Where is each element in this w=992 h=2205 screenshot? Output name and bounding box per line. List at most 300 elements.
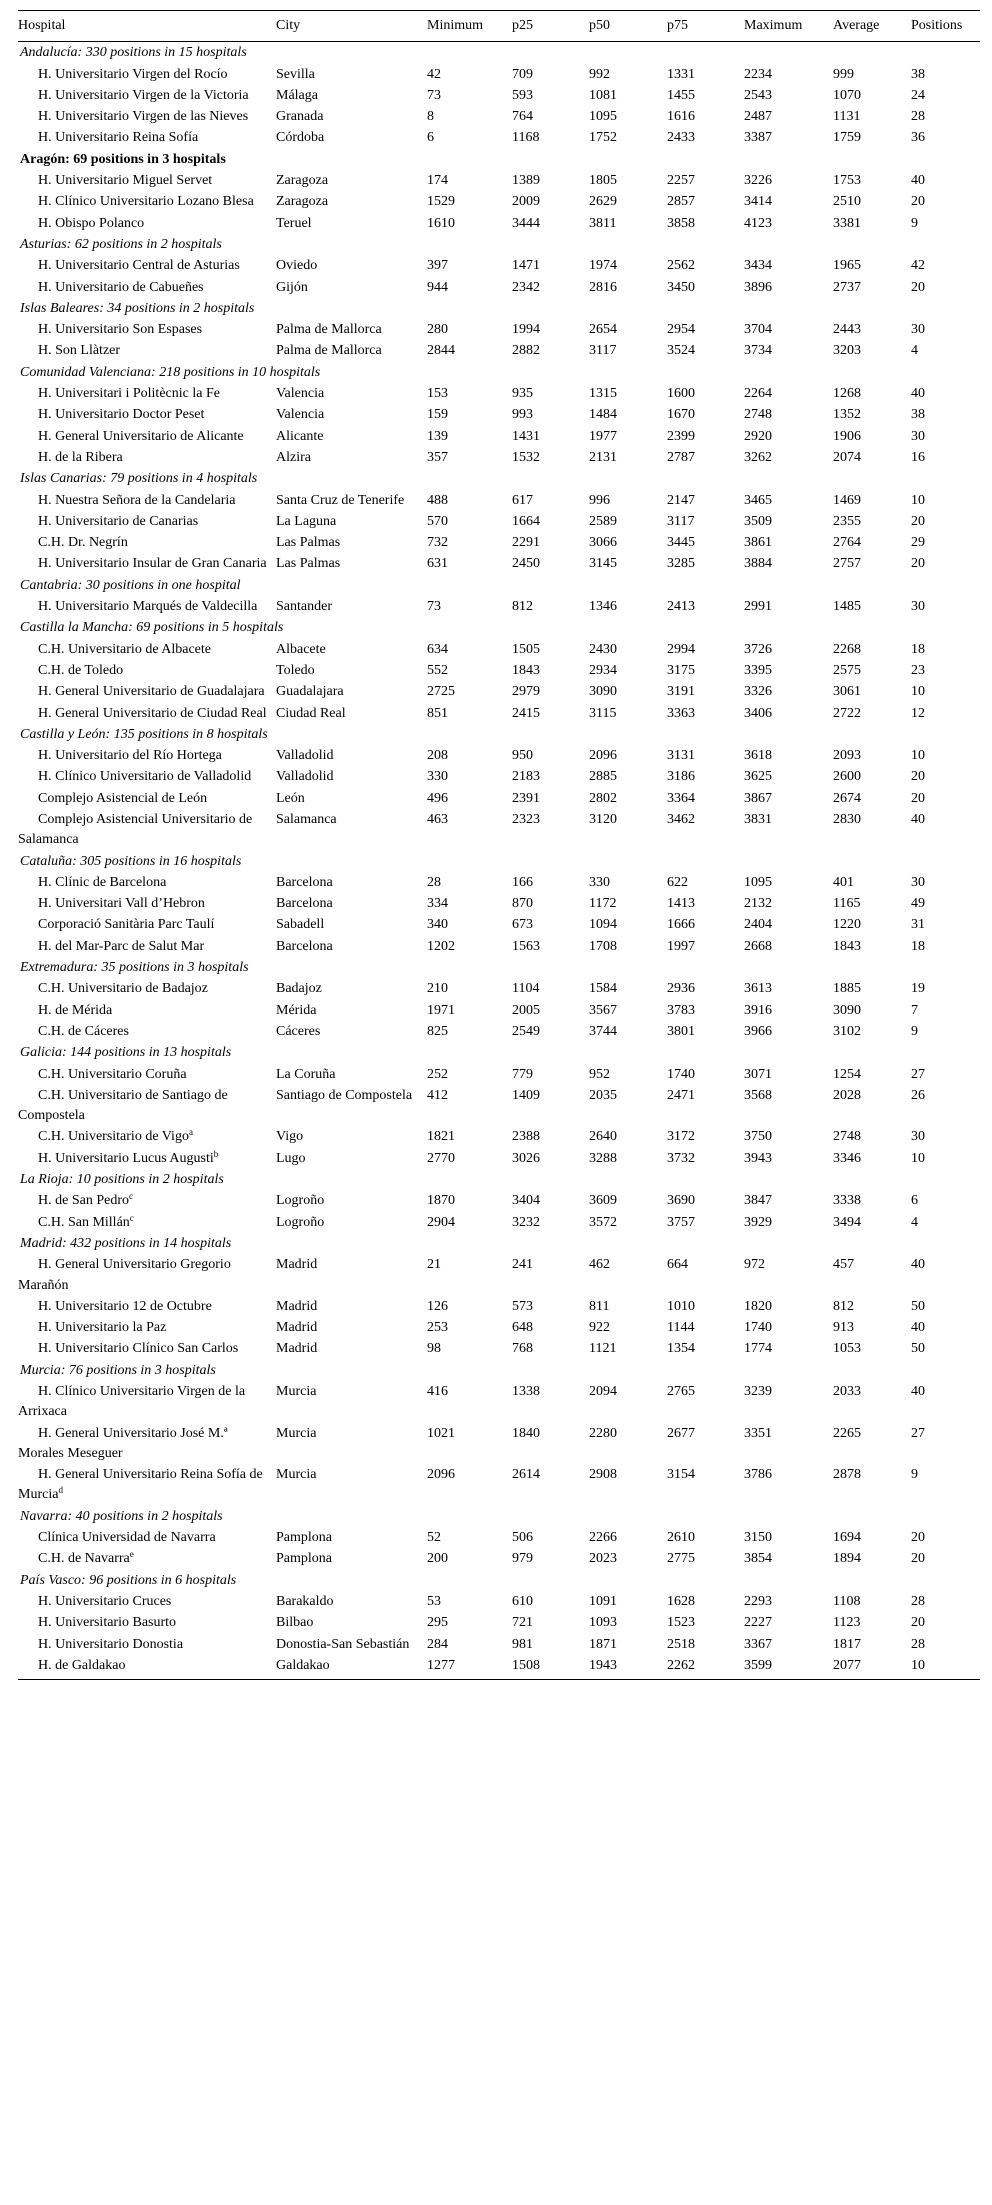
cell-positions: 9: [911, 215, 918, 231]
cell-average: 3061: [833, 684, 861, 700]
cell-p25: 950: [512, 748, 533, 764]
cell-maximum: 3847: [744, 1193, 772, 1209]
cell-city: Murcia: [276, 1384, 317, 1399]
cell-positions: 30: [911, 322, 925, 338]
cell-positions: 4: [911, 343, 918, 359]
cell-maximum: 3262: [744, 449, 772, 465]
hospital-name: H. Clínic de Barcelona: [38, 874, 167, 890]
cell-maximum: 3071: [744, 1066, 772, 1082]
header-p25: p25: [512, 11, 589, 42]
table-row: [18, 745, 980, 766]
cell-minimum: 732: [427, 535, 448, 551]
table-row: [18, 213, 980, 234]
cell-average: 1759: [833, 130, 861, 146]
region-header-row: [18, 575, 980, 596]
cell-minimum: 159: [427, 407, 448, 423]
hospital-name: Clínica Universidad de Navarra: [38, 1530, 216, 1546]
cell-p50: 1346: [589, 599, 617, 615]
hospital-name: H. Universitario Virgen de las Nieves: [38, 109, 249, 125]
cell-hospital: [18, 788, 276, 809]
cell-city: Barakaldo: [276, 1593, 334, 1609]
cell-p50: 1484: [589, 407, 617, 423]
cell-p75: 1144: [667, 1320, 695, 1336]
hospital-name: H. Universitario Doctor Peset: [38, 407, 205, 423]
cell-average: 2028: [833, 1087, 861, 1103]
cell-positions: 7: [911, 1002, 918, 1018]
cell-maximum: 3726: [744, 641, 772, 657]
cell-city: Mérida: [276, 1002, 317, 1018]
cell-hospital: [18, 1126, 276, 1147]
cell-hospital: [18, 936, 276, 957]
cell-positions: 28: [911, 1593, 925, 1609]
cell-p50: 1871: [589, 1636, 617, 1652]
cell-city: Valencia: [276, 386, 325, 402]
cell-city: Pamplona: [276, 1551, 332, 1567]
cell-positions: 50: [911, 1341, 925, 1357]
cell-maximum: 1774: [744, 1341, 772, 1357]
cell-minimum: 634: [427, 641, 448, 657]
cell-p50: 3090: [589, 684, 617, 700]
cell-average: 2674: [833, 790, 861, 806]
cell-p25: 617: [512, 492, 533, 508]
cell-positions: 49: [911, 896, 925, 912]
cell-minimum: 463: [427, 811, 448, 827]
cell-p50: 3567: [589, 1002, 617, 1018]
cell-city: Murcia: [276, 1425, 317, 1441]
cell-p75: 2857: [667, 194, 695, 210]
table-row: [18, 1126, 980, 1147]
hospital-table-container: [18, 10, 980, 1680]
cell-p25: 1532: [512, 449, 540, 465]
cell-city: Gijón: [276, 279, 308, 295]
cell-minimum: 8: [427, 109, 434, 125]
cell-hospital: [18, 1296, 276, 1317]
cell-minimum: 53: [427, 1593, 441, 1609]
table-row: [18, 404, 980, 425]
cell-p75: 3172: [667, 1129, 695, 1145]
cell-p50: 2816: [589, 279, 617, 295]
cell-maximum: 3966: [744, 1023, 772, 1039]
cell-positions: 20: [911, 513, 925, 529]
cell-hospital: [18, 170, 276, 191]
cell-positions: 4: [911, 1214, 918, 1230]
cell-p25: 2388: [512, 1129, 540, 1145]
cell-positions: 6: [911, 1193, 918, 1209]
cell-p50: 3811: [589, 215, 617, 231]
cell-p25: 2614: [512, 1467, 540, 1483]
cell-minimum: 2904: [427, 1214, 455, 1230]
hospital-name: C.H. Universitario de Badajoz: [38, 981, 208, 997]
hospital-name: C.H. Universitario Coruña: [38, 1066, 187, 1082]
table-row: [18, 64, 980, 85]
cell-p75: 2765: [667, 1384, 695, 1399]
cell-minimum: 6: [427, 130, 434, 146]
cell-p75: 3450: [667, 279, 695, 295]
hospital-name: H. Universitario Lucus Augusti: [38, 1150, 214, 1166]
cell-p50: 2430: [589, 641, 617, 657]
cell-p50: 3572: [589, 1214, 617, 1230]
cell-average: 1123: [833, 1615, 861, 1631]
cell-city: Bilbao: [276, 1615, 314, 1631]
region-title: Galicia: 144 positions in 13 hospitals: [20, 1045, 232, 1061]
cell-positions: 10: [911, 1655, 980, 1680]
cell-p75: 3186: [667, 769, 695, 785]
cell-hospital: [18, 1064, 276, 1085]
cell-p75: 664: [667, 1257, 688, 1273]
header-maximum: Maximum: [744, 11, 833, 42]
cell-p50: 2802: [589, 790, 617, 806]
cell-hospital: [18, 277, 276, 298]
cell-hospital: [18, 127, 276, 148]
cell-positions: 40: [911, 173, 925, 189]
cell-p75: 3445: [667, 535, 695, 551]
cell-positions: 16: [911, 449, 925, 465]
table-row: [18, 553, 980, 574]
cell-p50: 3609: [589, 1193, 617, 1209]
cell-p50: 2096: [589, 748, 617, 764]
header-p75: p75: [667, 11, 744, 42]
hospital-name: H. Son Llàtzer: [38, 343, 121, 359]
hospital-name: H. Universitario Miguel Servet: [38, 173, 213, 189]
cell-hospital: [18, 1212, 276, 1233]
hospital-name: H. Universitario Cruces: [38, 1593, 172, 1609]
cell-p50: 2885: [589, 769, 617, 785]
cell-minimum: 2770: [427, 1150, 455, 1166]
cell-hospital: [18, 745, 276, 766]
hospital-name: H. Universitari Vall d’Hebron: [38, 896, 205, 912]
cell-maximum: 2264: [744, 386, 772, 402]
cell-city: Málaga: [276, 87, 318, 103]
cell-maximum: 3618: [744, 748, 772, 764]
cell-p50: 3115: [589, 705, 617, 721]
cell-minimum: 1277: [427, 1655, 512, 1680]
cell-p50: 1094: [589, 917, 617, 933]
table-row: [18, 1254, 980, 1296]
cell-maximum: 3884: [744, 556, 772, 572]
hospital-name: H. Universitario Reina Sofía: [38, 130, 199, 146]
cell-p50: 1315: [589, 386, 617, 402]
cell-hospital: [18, 511, 276, 532]
cell-minimum: 944: [427, 279, 448, 295]
table-header-row: [18, 11, 980, 42]
cell-average: 2077: [833, 1655, 911, 1680]
cell-p75: 2518: [667, 1636, 695, 1652]
cell-average: 2764: [833, 535, 861, 551]
cell-city: Sabadell: [276, 917, 325, 933]
cell-p50: 2654: [589, 322, 617, 338]
cell-positions: 20: [911, 279, 925, 295]
cell-average: 1220: [833, 917, 861, 933]
region-header-row: [18, 1570, 980, 1591]
cell-average: 1965: [833, 258, 861, 274]
cell-average: 2878: [833, 1467, 861, 1483]
cell-minimum: 252: [427, 1066, 448, 1082]
hospital-name: H. General Universitario de Ciudad Real: [38, 705, 267, 721]
hospital-name: H. Universitario Clínico San Carlos: [38, 1341, 239, 1357]
cell-p50: 2035: [589, 1087, 617, 1103]
hospital-name: H. Universitario Virgen del Rocío: [38, 66, 228, 82]
hospital-name: H. Universitario Marqués de Valdecilla: [38, 599, 258, 615]
cell-positions: 40: [911, 811, 925, 827]
cell-maximum: 3568: [744, 1087, 772, 1103]
cell-hospital: [18, 1655, 276, 1680]
cell-p25: 981: [512, 1636, 533, 1652]
cell-maximum: 3367: [744, 1636, 772, 1652]
cell-p50: 992: [589, 66, 610, 82]
cell-hospital: [18, 383, 276, 404]
table-row: [18, 319, 980, 340]
cell-average: 1894: [833, 1551, 861, 1567]
hospital-name: H. Universitario del Río Hortega: [38, 748, 222, 764]
cell-p50: 1805: [589, 173, 617, 189]
cell-city: Barcelona: [276, 938, 333, 954]
hospital-name: H. General Universitario Reina Sofía de Murcia: [18, 1467, 263, 1503]
cell-hospital: [18, 766, 276, 787]
hospital-name: C.H. San Millán: [38, 1214, 130, 1230]
cell-minimum: 295: [427, 1615, 448, 1631]
cell-p75: 3191: [667, 684, 695, 700]
cell-maximum: 2920: [744, 428, 772, 444]
cell-maximum: 3625: [744, 769, 772, 785]
cell-average: 913: [833, 1320, 854, 1336]
cell-minimum: 1021: [427, 1425, 455, 1441]
table-row: [18, 681, 980, 702]
table-row: [18, 1612, 980, 1633]
cell-positions: 28: [911, 109, 925, 125]
cell-p75: 2413: [667, 599, 695, 615]
cell-hospital: [18, 404, 276, 425]
cell-city: Madrid: [276, 1341, 318, 1357]
table-row: [18, 596, 980, 617]
cell-p25: 2549: [512, 1023, 540, 1039]
cell-p50: 3066: [589, 535, 617, 551]
region-title: Madrid: 432 positions in 14 hospitals: [20, 1235, 232, 1251]
cell-p75: 3154: [667, 1467, 695, 1483]
cell-p75: 1523: [667, 1615, 695, 1631]
cell-p75: 3117: [667, 513, 695, 529]
cell-positions: 26: [911, 1087, 925, 1103]
cell-city: La Coruña: [276, 1066, 336, 1082]
cell-hospital: [18, 106, 276, 127]
footnote-marker: a: [188, 1127, 193, 1138]
table-row: [18, 1296, 980, 1317]
cell-p25: 2183: [512, 769, 540, 785]
cell-hospital: [18, 1317, 276, 1338]
cell-hospital: [18, 1464, 276, 1506]
hospital-name: C.H. Universitario de Vigo: [38, 1129, 189, 1145]
cell-p25: 1338: [512, 1384, 540, 1399]
region-header-row: [18, 1169, 980, 1190]
cell-minimum: 334: [427, 896, 448, 912]
cell-positions: 10: [911, 1150, 925, 1166]
table-row: [18, 809, 980, 851]
cell-average: 2510: [833, 194, 861, 210]
cell-average: 2722: [833, 705, 861, 721]
cell-minimum: 52: [427, 1530, 441, 1546]
cell-p25: 1409: [512, 1087, 540, 1103]
cell-average: 1469: [833, 492, 861, 508]
cell-city: Córdoba: [276, 130, 325, 146]
cell-p75: 1616: [667, 109, 695, 125]
cell-maximum: 3395: [744, 662, 772, 678]
cell-positions: 40: [911, 1320, 925, 1336]
cell-positions: 36: [911, 130, 925, 146]
cell-minimum: 1610: [427, 215, 455, 231]
cell-average: 1108: [833, 1593, 861, 1609]
cell-minimum: 412: [427, 1087, 448, 1103]
cell-minimum: 73: [427, 599, 441, 615]
cell-maximum: 3943: [744, 1150, 772, 1166]
cell-p50: 1093: [589, 1615, 617, 1631]
cell-positions: 40: [911, 1257, 925, 1273]
header-positions: Positions: [911, 11, 980, 42]
cell-p25: 241: [512, 1257, 533, 1273]
cell-p75: 2257: [667, 173, 695, 189]
cell-average: 1165: [833, 896, 861, 912]
cell-p75: 2399: [667, 428, 695, 444]
cell-positions: 28: [911, 1636, 925, 1652]
cell-maximum: 3854: [744, 1551, 772, 1567]
cell-average: 1843: [833, 938, 861, 954]
cell-p75: 3131: [667, 748, 695, 764]
cell-hospital: [18, 1021, 276, 1042]
cell-city: Logroño: [276, 1193, 325, 1209]
cell-p50: 1172: [589, 896, 617, 912]
hospital-name: H. General Universitario Gregorio Marañón: [18, 1257, 231, 1293]
cell-average: 3494: [833, 1214, 861, 1230]
cell-average: 1131: [833, 109, 861, 125]
cell-p75: 2936: [667, 981, 695, 997]
hospital-name: H. Obispo Polanco: [38, 215, 145, 231]
cell-positions: 18: [911, 938, 925, 954]
cell-maximum: 972: [744, 1257, 765, 1273]
cell-p25: 2882: [512, 343, 540, 359]
cell-city: Lugo: [276, 1150, 306, 1166]
cell-minimum: 73: [427, 87, 441, 103]
cell-p75: 1997: [667, 938, 695, 954]
table-row: [18, 85, 980, 106]
cell-positions: 9: [911, 1467, 918, 1483]
cell-p25: 1563: [512, 938, 540, 954]
cell-hospital: [18, 1254, 276, 1296]
cell-p25: 1843: [512, 662, 540, 678]
cell-positions: 10: [911, 492, 925, 508]
cell-positions: 20: [911, 556, 925, 572]
cell-p25: 3026: [512, 1150, 540, 1166]
cell-minimum: 208: [427, 748, 448, 764]
cell-minimum: 2096: [427, 1467, 455, 1483]
hospital-positions-table: [18, 10, 980, 1680]
cell-positions: 10: [911, 684, 925, 700]
cell-minimum: 825: [427, 1023, 448, 1039]
region-title: Comunidad Valenciana: 218 positions in 10 hospitals: [20, 364, 321, 380]
cell-p25: 673: [512, 917, 533, 933]
cell-minimum: 42: [427, 66, 441, 82]
cell-p25: 1431: [512, 428, 540, 444]
cell-maximum: 3916: [744, 1002, 772, 1018]
cell-p75: 1600: [667, 386, 695, 402]
cell-p75: 3364: [667, 790, 695, 806]
cell-minimum: 153: [427, 386, 448, 402]
cell-average: 2600: [833, 769, 861, 785]
cell-average: 1352: [833, 407, 861, 423]
table-row: [18, 1021, 980, 1042]
cell-average: 457: [833, 1257, 854, 1273]
cell-p75: 2562: [667, 258, 695, 274]
cell-p50: 1584: [589, 981, 617, 997]
cell-city: Santiago de Compostela: [276, 1087, 413, 1103]
cell-minimum: 139: [427, 428, 448, 444]
region-header-row: [18, 1360, 980, 1381]
header-average: Average: [833, 11, 911, 42]
cell-p50: 330: [589, 874, 610, 890]
cell-p25: 1664: [512, 513, 540, 529]
cell-p25: 506: [512, 1530, 533, 1546]
cell-p50: 1121: [589, 1341, 617, 1357]
cell-p50: 2589: [589, 513, 617, 529]
cell-p50: 952: [589, 1066, 610, 1082]
cell-p25: 764: [512, 109, 533, 125]
table-row: [18, 1381, 980, 1423]
cell-p75: 2610: [667, 1530, 695, 1546]
cell-average: 2074: [833, 449, 861, 465]
region-header-row: [18, 1233, 980, 1254]
cell-maximum: 3226: [744, 173, 772, 189]
cell-positions: 20: [911, 1551, 925, 1567]
cell-city: Alzira: [276, 449, 311, 465]
cell-p25: 610: [512, 1593, 533, 1609]
cell-minimum: 496: [427, 790, 448, 806]
region-header-row: [18, 468, 980, 489]
cell-p25: 2009: [512, 194, 540, 210]
cell-p50: 462: [589, 1257, 610, 1273]
cell-maximum: 2748: [744, 407, 772, 423]
cell-p75: 3524: [667, 343, 695, 359]
region-title: País Vasco: 96 positions in 6 hospitals: [20, 1572, 237, 1588]
cell-hospital: [18, 1527, 276, 1548]
cell-city: Logroño: [276, 1214, 325, 1230]
cell-city: Galdakao: [276, 1655, 427, 1680]
cell-hospital: [18, 703, 276, 724]
hospital-name: H. Universitario Insular de Gran Canaria: [38, 556, 267, 572]
cell-p75: 1740: [667, 1066, 695, 1082]
table-body: [18, 42, 980, 1680]
cell-city: Badajoz: [276, 981, 322, 997]
cell-average: 2443: [833, 322, 861, 338]
cell-hospital: [18, 660, 276, 681]
hospital-name: C.H. Universitario de Santiago de Compostela: [18, 1087, 228, 1124]
header-hospital: Hospital: [18, 11, 276, 42]
cell-positions: 24: [911, 87, 925, 103]
cell-hospital: [18, 893, 276, 914]
footnote-marker: d: [58, 1485, 63, 1496]
table-row: [18, 703, 980, 724]
region-header-row: [18, 724, 980, 745]
cell-city: Las Palmas: [276, 556, 341, 572]
cell-minimum: 416: [427, 1384, 448, 1399]
header-minimum: Minimum: [427, 11, 512, 42]
cell-p50: 2908: [589, 1467, 617, 1483]
cell-city: Palma de Mallorca: [276, 322, 382, 338]
cell-p25: 721: [512, 1615, 533, 1631]
cell-maximum: 3613: [744, 981, 772, 997]
region-title: Castilla y León: 135 positions in 8 hospitals: [20, 726, 268, 742]
cell-positions: 20: [911, 1530, 925, 1546]
table-row: [18, 872, 980, 893]
cell-p50: 3117: [589, 343, 617, 359]
table-row: [18, 170, 980, 191]
cell-hospital: [18, 596, 276, 617]
